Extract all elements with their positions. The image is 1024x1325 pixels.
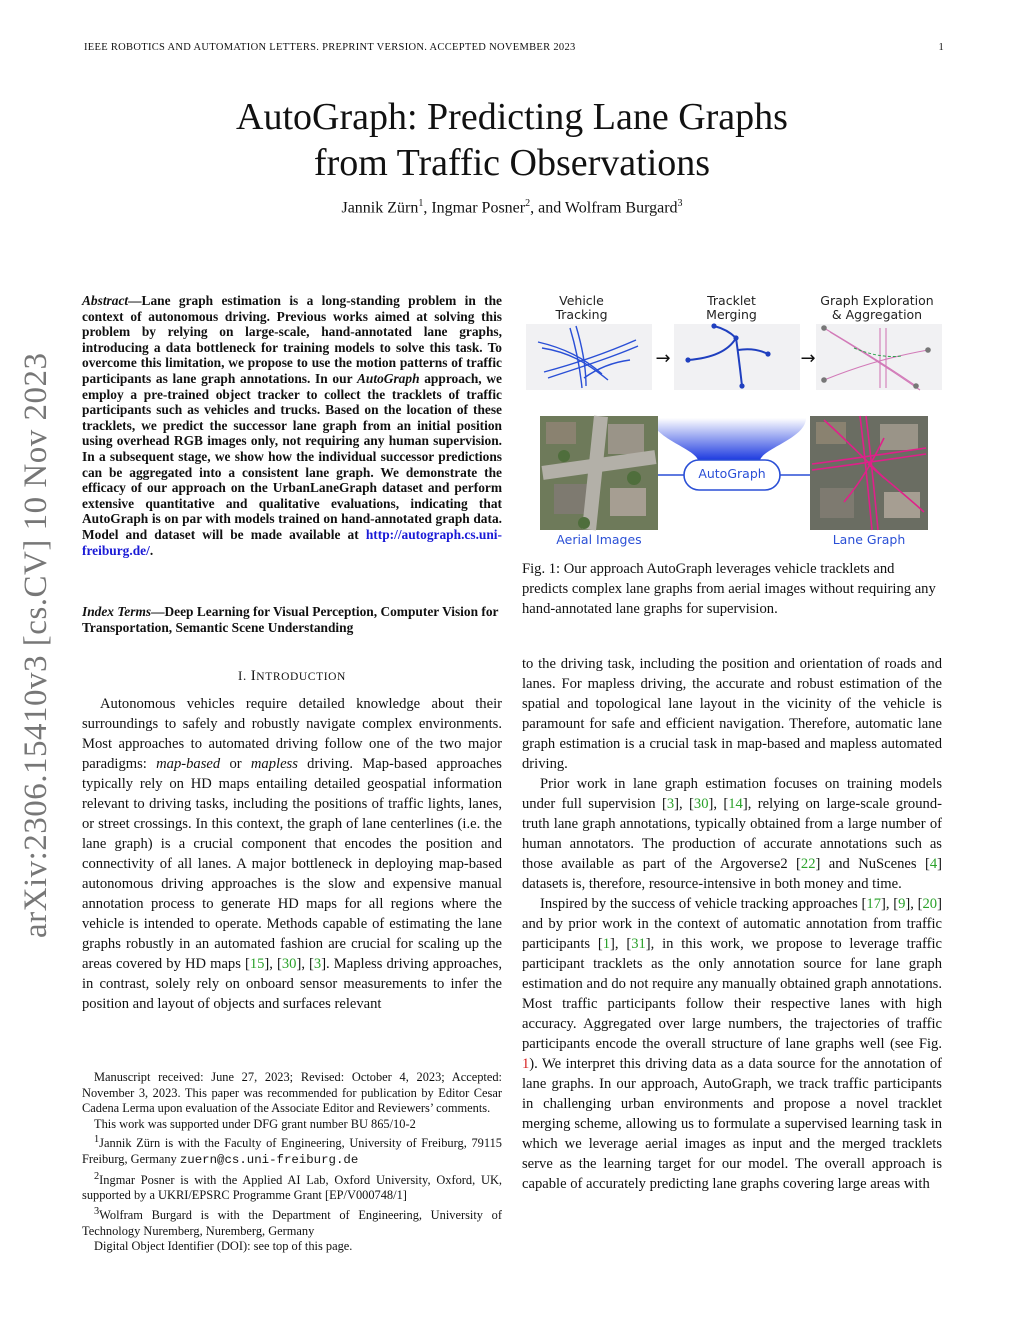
text: ], relying on large-scale ground-truth lane graph annotations, typically obtained from a large number of human annotators. The production of accurate annotations such as those available as part of the Argoverse2 [ (522, 796, 942, 872)
text: ], [ (674, 796, 694, 812)
text: Tracking (555, 307, 608, 322)
text: Jannik Zürn is with the Faculty of Engineering, University of Freiburg, 79115 Freiburg, Germany (82, 1136, 502, 1167)
author-1: Jannik Zürn (341, 199, 419, 217)
text: ]. Mapless driving approaches, in contrast, solely rely on onboard sensor measurements to infer the position and layout of objects and surfaces relevant (82, 956, 502, 1012)
citation-link[interactable]: 1 (602, 936, 611, 952)
citation-link[interactable]: 4 (929, 856, 938, 872)
abstract-text-1: —Lane graph estimation is a long-standing problem in the context of autonomous driving. Previous works aimed at solving this problem by relying on large-scale, hand-annotated lane graphs, introducing a data bottleneck for training models to solve this task. To overcome this limitation, we propose to use the motion patterns of traffic participants as lane graph annotations. In our (82, 293, 502, 386)
author-3-affil: 3 (677, 198, 683, 209)
authors (0, 198, 1024, 217)
intro-right-column (522, 654, 942, 1194)
intro-paragraph-1 (82, 694, 502, 1014)
abstract (82, 293, 502, 558)
aerial-images-label: Aerial Images (556, 532, 642, 547)
text: ], in this work, we propose to leverage traffic participant tracklets as the only annotation source for lane graph estimation and do not require any manually obtained graph annotations. Most traffic participants follow their respective lanes with high accuracy. Aggregated over large numbers, the trajectories of traffic participants encode the overall structure of lane graphs well (see Fig. (522, 936, 942, 1052)
arrow-icon: → (800, 348, 816, 369)
footnote-mark: 1 (94, 1134, 100, 1146)
text: driving. Map-based approaches typically rely on HD maps entailing detailed geospatial information relevant to driving tasks, including the positions of traffic lights, lanes, or street crossings. In this context, the graph of lane centerlines (i.e. the lane graph) is a crucial component that encodes the position and connectivity of all lanes. A major bottleneck in deploying map-based autonomous driving approaches is the slow and expensive manual annotation process to generate HD maps for all regions where the vehicle is intended to operate. Methods capable of estimating the lane graphs robustly in an automated fashion are crucial for scaling up the areas covered by HD maps [ (82, 756, 502, 972)
panel-graph-exploration-bg (816, 324, 942, 390)
abstract-text-2: approach, we employ a pre-trained object tracker to collect the tracklets of traffic participants such as vehicles and trucks. Based on the location of these tracklets, we predict the successor lane graph from an initial position using overhead RGB images only, not requiring any human supervision. In a subsequent stage, we show how the individual successor predictions can be aggregated into a consistent lane graph. We demonstrate the efficacy of our approach on the UrbanLaneGraph dataset and perform extensive quantitative and qualitative evaluations, indicating that AutoGraph is on par with models trained on hand-annotated graph data. Model and dataset will be made available at (82, 370, 502, 542)
citation-link[interactable]: 30 (693, 796, 709, 812)
text: ] datasets is, therefore, resource-intensive in both money and time. (522, 856, 942, 892)
abstract-label: Abstract (82, 293, 129, 308)
intro-paragraph-3 (522, 894, 942, 1194)
figure-reference-link[interactable]: 1 (522, 1056, 530, 1072)
arxiv-stamp: arXiv:2306.15410v3 [cs.CV] 10 Nov 2023 (18, 352, 54, 938)
intro-left-column (82, 694, 502, 1014)
text: ], [ (881, 896, 899, 912)
author-2: , Ingmar Posner (423, 199, 526, 217)
text: Inspired by the success of vehicle tracking approaches [ (540, 896, 867, 912)
running-head-text: IEEE ROBOTICS AND AUTOMATION LETTERS. PREPRINT VERSION. ACCEPTED NOVEMBER 2023 (84, 42, 576, 53)
footnote-affil-3 (82, 1204, 502, 1239)
footnote-mark: 2 (94, 1170, 100, 1182)
panel-tracklet-merging-bg (674, 324, 800, 390)
emphasis-mapless: mapless (250, 756, 298, 772)
text: Vehicle (559, 293, 604, 308)
text: ], [ (708, 796, 729, 812)
citation-link[interactable]: 14 (728, 796, 743, 812)
section-heading-cap: I (250, 668, 257, 684)
text: ], [ (296, 956, 314, 972)
footnote-manuscript: Manuscript received: June 27, 2023; Revised: October 4, 2023; Accepted: November 3, 2023. This paper was recommended for publication by Editor Cesar Cadena Lerma upon evaluation of the Associate Editor and Reviewers’ comments. (82, 1070, 502, 1116)
section-heading-introduction (82, 668, 502, 685)
text: Prior work in lane graph estimation focuses on training models under full supervision [ (522, 776, 942, 812)
paper-title (0, 94, 1024, 186)
page-number: 1 (938, 42, 944, 53)
footnote-doi: Digital Object Identifier (DOI): see top of this page. (94, 1239, 353, 1254)
text: or (220, 756, 251, 772)
text: ] and by prior work in the context of automatic annotation from traffic participants [ (522, 896, 942, 952)
citation-link[interactable]: 3 (313, 956, 322, 972)
citation-link[interactable]: 15 (249, 956, 265, 972)
author-3: , and Wolfram Burgard (530, 199, 678, 217)
arrow-icon: → (655, 348, 671, 369)
text: ], [ (610, 936, 632, 952)
index-terms-text: —Deep Learning for Visual Perception, Computer Vision for Transportation, Semantic Scene Understanding (82, 604, 499, 635)
emphasis-map-based: map-based (156, 756, 221, 772)
panel-vehicle-tracking-bg (526, 324, 652, 390)
citation-link[interactable]: 30 (281, 956, 297, 972)
project-link[interactable]: http://autograph.cs.uni-freiburg.de/ (82, 526, 502, 558)
intro-paragraph-2 (522, 774, 942, 894)
section-number: I. (238, 668, 247, 683)
intro-paragraph-continued: to the driving task, including the position and orientation of roads and lanes. For mapless driving, the accurate and robust estimation of the spatial and topological lane layout in the vicinity of the vehicle is paramount for safe and efficient navigation. Therefore, automatic lane graph estimation is a crucial task in map-based and mapless automated driving. (522, 656, 942, 772)
figure-graphics (524, 288, 944, 550)
footnotes (82, 1070, 502, 1255)
lane-graph-label: Lane Graph (832, 532, 906, 547)
text: ). We interpret this driving data as a data source for the annotation of lane graphs. In our approach, AutoGraph, we track traffic participants in challenging urban environments and propose a novel tracklet merging scheme, allowing us to formulate a supervised learning task in which we leverage aerial images as input and the merged tracklets serve as the learning target for our model. The overall approach is capable of accurately predicting lane graphs covering large areas with (522, 1056, 942, 1192)
funnel-shape (652, 418, 806, 460)
text: Merging (706, 307, 757, 322)
text: Graph Exploration (820, 293, 934, 308)
author-1-affil: 1 (418, 198, 424, 209)
footnote-mark: 3 (94, 1206, 100, 1217)
text: ], [ (905, 896, 923, 912)
text: ], [ (264, 956, 282, 972)
title-line-1: AutoGraph: Predicting Lane Graphs (236, 96, 788, 138)
author-2-affil: 2 (525, 198, 531, 209)
footnote-affil-2 (82, 1169, 502, 1204)
index-terms (82, 604, 502, 635)
text: Autonomous vehicles require detailed knowledge about their surroundings to safely and robustly navigate complex environments. Most approaches to automated driving follow one of the two major paradigms: (82, 696, 502, 772)
autograph-pill-label: AutoGraph (698, 466, 766, 481)
citation-link[interactable]: 31 (631, 936, 646, 952)
figure-1-caption: Fig. 1: Our approach AutoGraph leverages vehicle tracklets and predicts complex lane graphs from aerial images without requiring any hand-annotated lane graphs for supervision. (522, 561, 936, 617)
citation-link[interactable]: 3 (666, 796, 675, 812)
citation-link[interactable]: 17 (866, 896, 882, 912)
text: ] and NuScenes [ (815, 856, 930, 872)
author-email: zuern@cs.uni-freiburg.de (179, 1153, 359, 1168)
text: Tracklet (707, 293, 756, 308)
figure-1 (524, 288, 944, 550)
citation-link[interactable]: 9 (898, 896, 906, 912)
section-heading-rest: NTRODUCTION (256, 671, 346, 683)
text: Ingmar Posner is with the Applied AI Lab, Oxford University, Oxford, UK, supported by a UKRI/EPSRC Programme Grant [EP/V000748/1] (82, 1172, 502, 1203)
text: & Aggregation (831, 307, 923, 322)
citation-link[interactable]: 22 (800, 856, 816, 872)
abstract-method-name: AutoGraph (357, 370, 420, 386)
index-terms-label: Index Terms (82, 604, 152, 619)
footnote-affil-1 (82, 1132, 502, 1168)
abstract-text-3: . (149, 542, 154, 558)
text: Wolfram Burgard is with the Department of Engineering, University of Technology Nuremberg, Nuremberg, Germany (82, 1208, 502, 1238)
running-head (84, 42, 944, 53)
footnote-grant: This work was supported under DFG grant number BU 865/10-2 (94, 1116, 416, 1131)
title-line-2: from Traffic Observations (313, 142, 711, 184)
citation-link[interactable]: 20 (922, 896, 938, 912)
